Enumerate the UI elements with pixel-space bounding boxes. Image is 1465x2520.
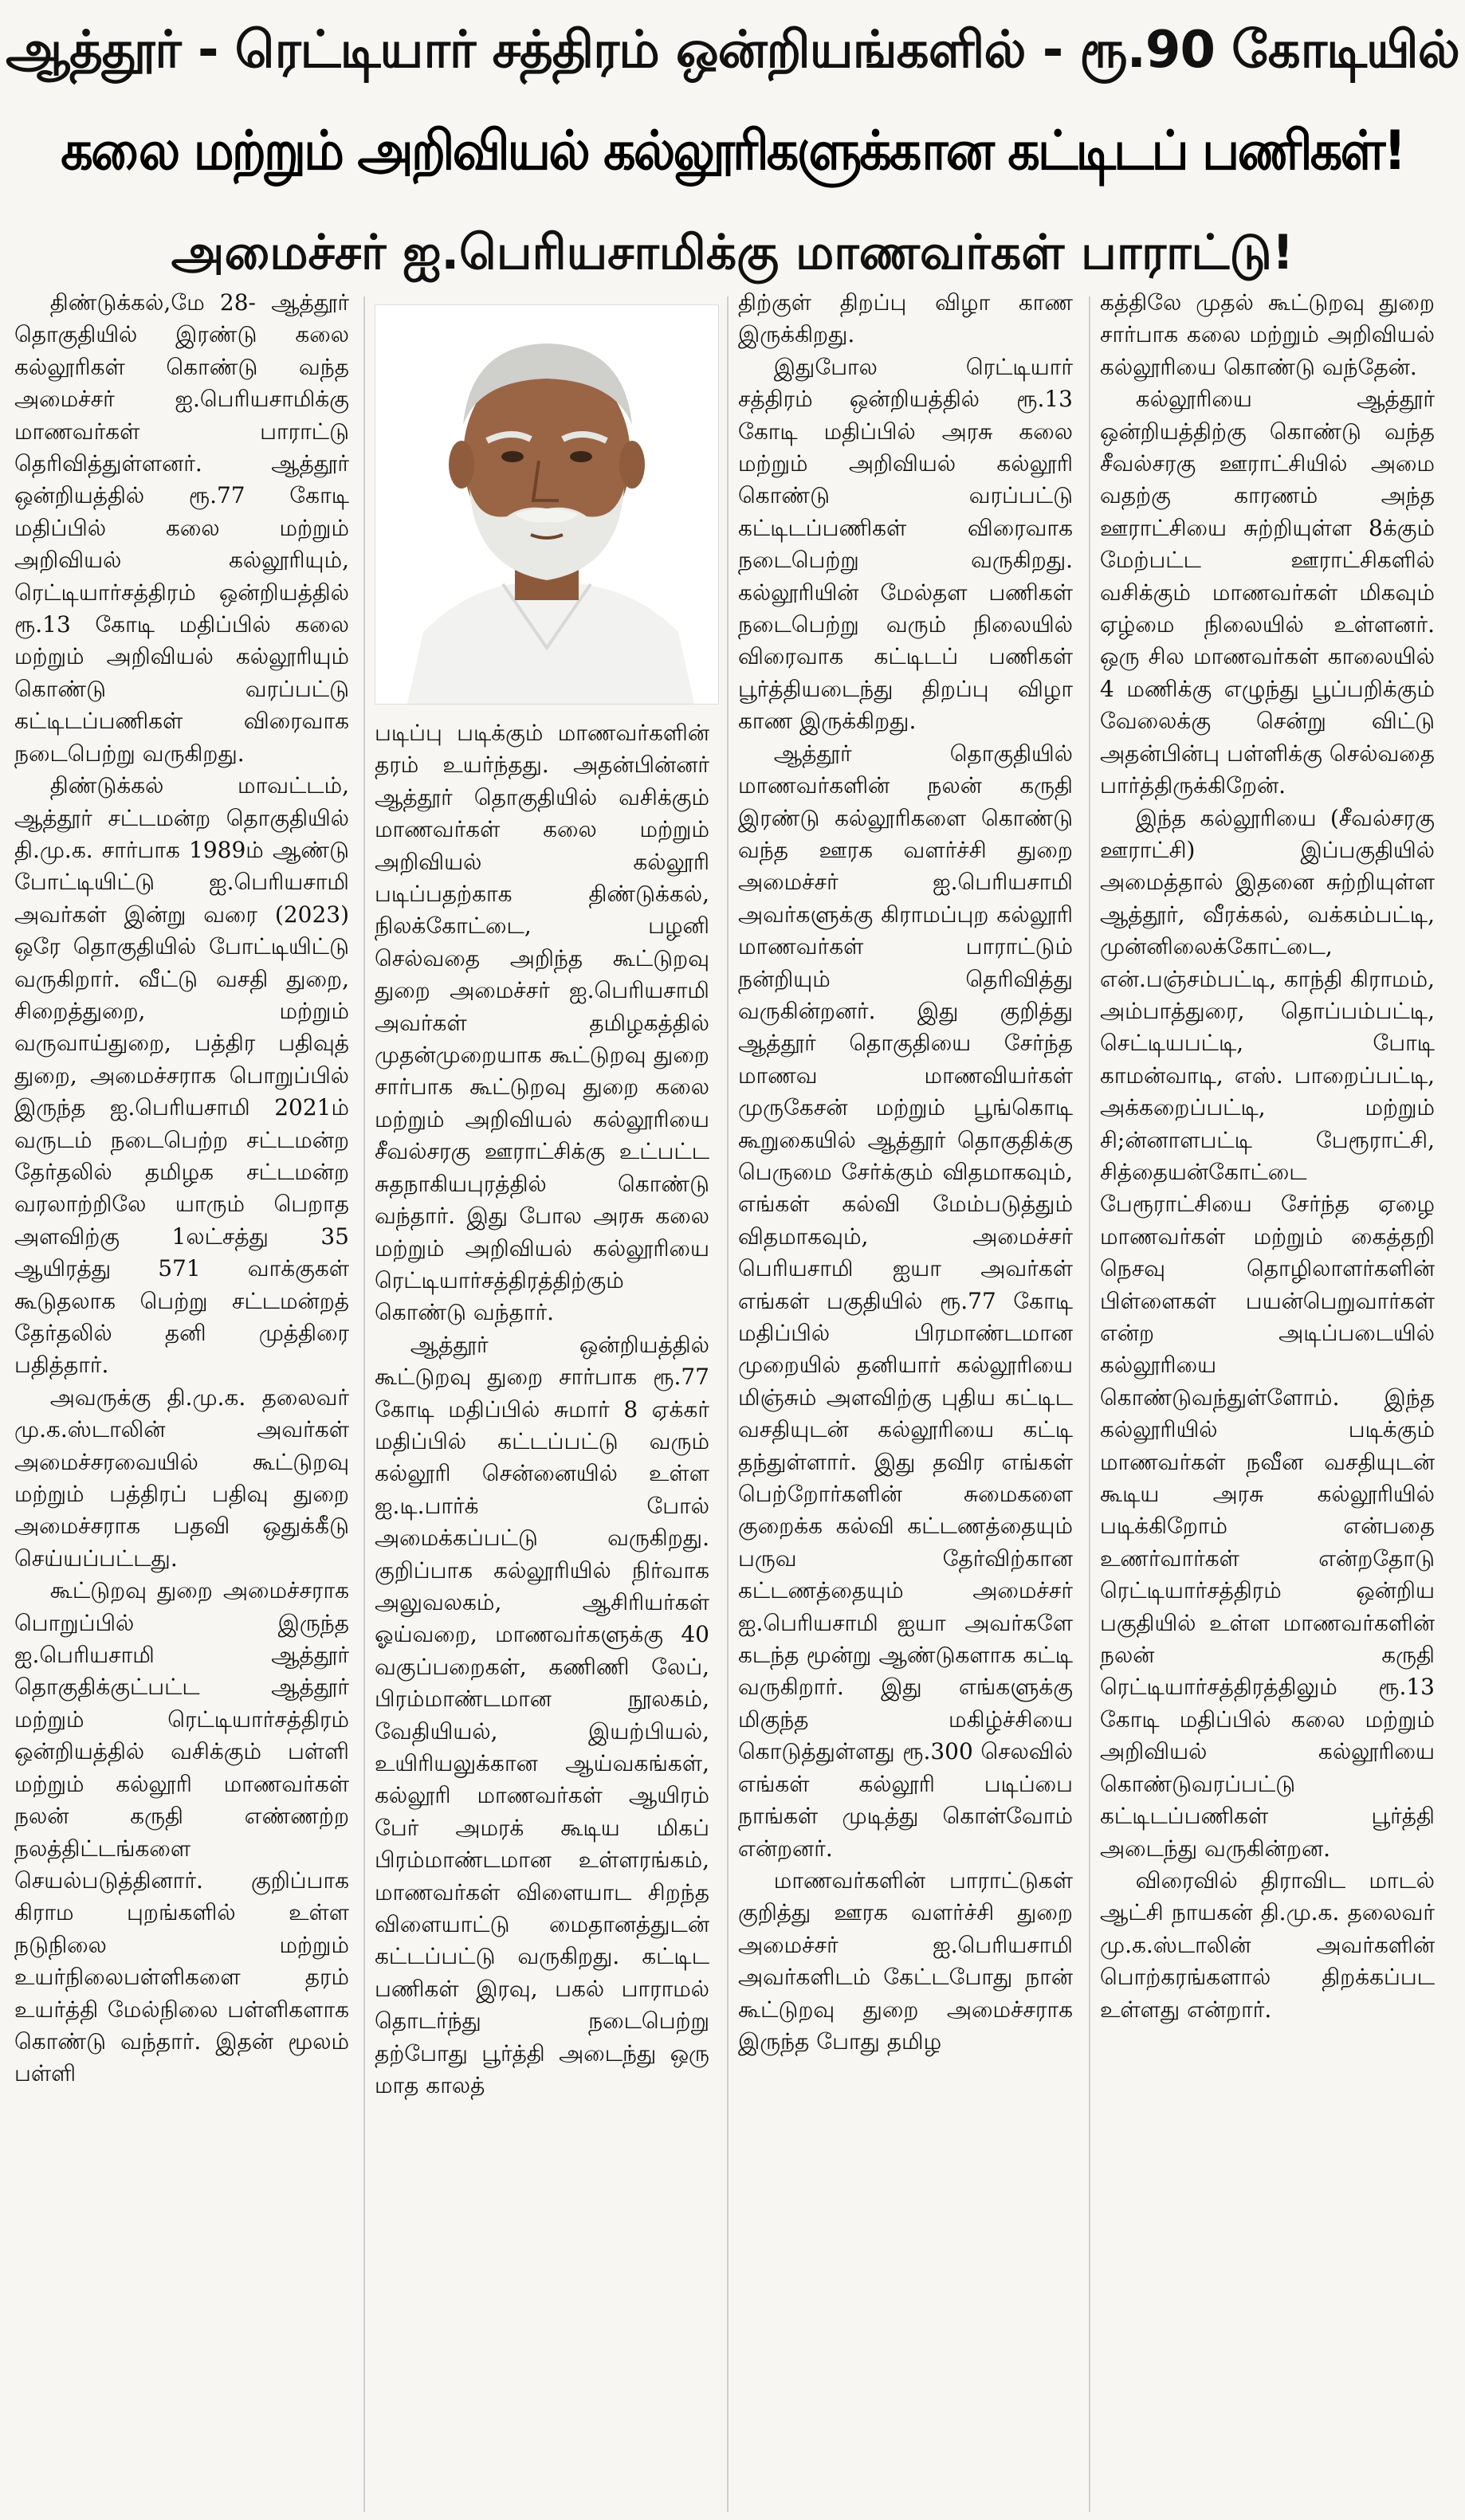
headline-subtitle: அமைச்சர் ஐ.பெரியசாமிக்கு மாணவர்கள் பாராட்டு! — [171, 225, 1294, 281]
article-column-2 — [375, 717, 709, 2510]
article-column-1 — [14, 287, 349, 2510]
column-divider — [1089, 296, 1090, 2512]
article-paragraph: திண்டுக்கல்,மே 28- ஆத்தூர் தொகுதியில் இரண்டு கலை கல்லூரிகள் கொண்டு வந்த அமைச்சர் ஐ.பெரியசாமிக்கு மாணவர்கள் பாராட்டு தெரிவித்துள்ளனர். ஆத்தூர் ஒன்றியத்தில் ரூ.77 கோடி மதிப்பில் கலை மற்றும் அறிவியல் கல்லூரியும், ரெட்டியார்சத்திரம் ஒன்றியத்தில் ரூ.13 கோடி மதிப்பில் கலை மற்றும் அறிவியல் கல்லூரியும் கொண்டு வரப்பட்டு கட்டிடப்பணிகள் விரைவாக நடைபெற்று வருகிறது. — [14, 289, 349, 767]
headline-main: கலை மற்றும் அறிவியல் கல்லூரிகளுக்கான கட்டிடப் பணிகள்! — [61, 120, 1404, 183]
article-paragraph: ஆத்தூர் தொகுதியில் மாணவர்களின் நலன் கருதி இரண்டு கல்லூரிகளை கொண்டு வந்த ஊரக வளர்ச்சி துறை அமைச்சர் ஐ.பெரியசாமி அவர்களுக்கு கிராமப்புற கல்லூரி மாணவர்கள் பாராட்டும் நன்றியும் தெரிவித்து வருகின்றனர். இது குறித்து ஆத்தூர் தொகுதியை சேர்ந்த மாணவ மாணவியர்கள் முருகேசன் மற்றும் பூங்கொடி கூறுகையில் ஆத்தூர் தொகுதிக்கு பெருமை சேர்க்கும் விதமாகவும், எங்கள் கல்வி மேம்படுத்தும் விதமாகவும், அமைச்சர் பெரியசாமி ஐயா அவர்கள் எங்கள் பகுதியில் ரூ.77 கோடி மதிப்பில் பிரமாண்டமான முறையில் தனியார் கல்லூரியை மிஞ்சும் அளவிற்கு புதிய கட்டிட வசதியுடன் கல்லூரியை கட்டி தந்துள்ளார். இது தவிர எங்கள் பெற்றோர்களின் சுமைகளை குறைக்க கல்வி கட்டணத்தையும் பருவ தேர்விற்கான கட்டணத்தையும் அமைச்சர் ஐ.பெரியசாமி ஐயா அவர்களே கடந்த மூன்று ஆண்டுகளாக கட்டி வருகிறார். இது எங்களுக்கு மிகுந்த மகிழ்ச்சியை கொடுத்துள்ளது ரூ.300 செலவில் எங்கள் கல்லூரி படிப்பை நாங்கள் முடித்து கொள்வோம் என்றனர். — [738, 740, 1073, 1862]
column-divider — [727, 296, 729, 2512]
article-paragraph: படிப்பு படிக்கும் மாணவர்களின் தரம் உயர்ந்தது. அதன்பின்னர் ஆத்தூர் தொகுதியில் வசிக்கும் மாணவர்கள் கலை மற்றும் அறிவியல் கல்லூரி படிப்பதற்காக திண்டுக்கல், நிலக்கோட்டை, பழனி செல்வதை அறிந்த கூட்டுறவு துறை அமைச்சர் ஐ.பெரியசாமி அவர்கள் தமிழகத்தில் முதன்முறையாக கூட்டுறவு துறை சார்பாக கூட்டுறவு துறை கலை மற்றும் அறிவியல் கல்லூரியை சீவல்சரகு ஊராட்சிக்கு உட்பட்ட சுதநாகியபுரத்தில் கொண்டு வந்தார். இது போல அரசு கலை மற்றும் அறிவியல் கல்லூரியை ரெட்டியார்சத்திரத்திற்கும் கொண்டு வந்தார். — [375, 720, 709, 1326]
article-paragraph: இந்த கல்லூரியை (சீவல்சரகு ஊராட்சி) இப்பகுதியில் அமைத்தால் இதனை சுற்றியுள்ள ஆத்தூர், வீரக்கல், வக்கம்பட்டி, முன்னிலைக்கோட்டை, என்.பஞ்சம்பட்டி, காந்தி கிராமம், அம்பாத்துரை, தொப்பம்பட்டி, செட்டியபட்டி, போடி காமன்வாடி, எஸ். பாறைப்பட்டி, அக்கறைப்பட்டி, மற்றும் சி;ன்னாளபட்டி பேரூராட்சி, சித்தையன்கோட்டை பேரூராட்சியை சேர்ந்த ஏழை மாணவர்கள் மற்றும் கைத்தறி நெசவு தொழிலாளர்களின் பிள்ளைகள் பயன்பெறுவார்கள் என்ற அடிப்படையில் கல்லூரியை கொண்டுவந்துள்ளோம். இந்த கல்லூரியில் படிக்கும் மாணவர்கள் நவீன வசதியுடன் கூடிய அரசு கல்லூரியில் படிக்கிறோம் என்பதை உணர்வார்கள் என்றதோடு ரெட்டியார்சத்திரம் ஒன்றிய பகுதியில் உள்ள மாணவர்களின் நலன் கருதி ரெட்டியார்சத்திரத்திலும் ரூ.13 கோடி மதிப்பில் கலை மற்றும் அறிவியல் கல்லூரியை கொண்டுவரப்பட்டு கட்டிடப்பணிகள் பூர்த்தி அடைந்து வருகின்றன. — [1100, 804, 1435, 1862]
article-paragraph: மாணவர்களின் பாராட்டுகள் குறித்து ஊரக வளர்ச்சி துறை அமைச்சர் ஐ.பெரியசாமி அவர்களிடம் கேட்டபோது நான் கூட்டுறவு துறை அமைச்சராக இருந்த போது தமிழ — [738, 1866, 1073, 2055]
article-column-4 — [1100, 287, 1435, 2510]
article-paragraph: விரைவில் திராவிட மாடல் ஆட்சி நாயகன் தி.மு.க. தலைவர் மு.க.ஸ்டாலின் அவர்களின் பொற்கரங்களால் திறக்கப்பட உள்ளது என்றார். — [1100, 1866, 1435, 2023]
article-paragraph: கூட்டுறவு துறை அமைச்சராக பொறுப்பில் இருந்த ஐ.பெரியசாமி ஆத்தூர் தொகுதிக்குட்பட்ட ஆத்தூர் மற்றும் ரெட்டியார்சத்திரம் ஒன்றியத்தில் வசிக்கும் பள்ளி மற்றும் கல்லூரி மாணவர்கள் நலன் கருதி எண்ணற்ற நலத்திட்டங்களை செயல்படுத்தினார். குறிப்பாக கிராம புறங்களில் உள்ள நடுநிலை மற்றும் உயர்நிலைபள்ளிகளை தரம் உயர்த்தி மேல்நிலை பள்ளிகளாக கொண்டு வந்தார். இதன் மூலம் பள்ளி — [14, 1577, 349, 2087]
article-paragraph: கத்திலே முதல் கூட்டுறவு துறை சார்பாக கலை மற்றும் அறிவியல் கல்லூரியை கொண்டு வந்தேன். — [1100, 289, 1435, 380]
column-divider — [363, 296, 365, 2512]
article-paragraph: ஆத்தூர் ஒன்றியத்தில் கூட்டுறவு துறை சார்பாக ரூ.77 கோடி மதிப்பில் சுமார் 8 ஏக்கர் மதிப்பில் கட்டப்பட்டு வரும் கல்லூரி சென்னையில் உள்ள ஐ.டி.பார்க் போல் அமைக்கப்பட்டு வருகிறது. குறிப்பாக கல்லூரியில் நிர்வாக அலுவலகம், ஆசிரியர்கள் ஓய்வறை, மாணவர்களுக்கு 40 வகுப்பறைகள், கணிணி லேப், பிரம்மாண்டமான நூலகம், வேதியியல், இயற்பியல், உயிரியலுக்கான ஆய்வகங்கள், கல்லூரி மாணவர்கள் ஆயிரம் பேர் அமரக் கூடிய மிகப் பிரம்மாண்டமான உள்ளரங்கம், மாணவர்கள் விளையாட சிறந்த விளையாட்டு மைதானத்துடன் கட்டப்பட்டு வருகிறது. கட்டிட பணிகள் இரவு, பகல் பாராமல் தொடர்ந்து நடைபெற்று தற்போது பூர்த்தி அடைந்து ஒரு மாத காலத் — [375, 1331, 709, 2099]
article-paragraph: அவருக்கு தி.மு.க. தலைவர் மு.க.ஸ்டாலின் அவர்கள் அமைச்சரவையில் கூட்டுறவு மற்றும் பத்திரப் பதிவு துறை அமைச்சராக பதவி ஒதுக்கீடு செய்யப்பட்டது. — [14, 1384, 349, 1572]
article-paragraph: கல்லூரியை ஆத்தூர் ஒன்றியத்திற்கு கொண்டு வந்த சீவல்சரகு ஊராட்சியில் அமை வதற்கு காரணம் அந்த ஊராட்சியை சுற்றியுள்ள 8க்கும் மேற்பட்ட ஊராட்சிகளில் வசிக்கும் மாணவர்கள் மிகவும் ஏழ்மை நிலையில் உள்ளனர். ஒரு சில மாணவர்கள் காலையில் 4 மணிக்கு எழுந்து பூப்பறிக்கும் வேலைக்கு சென்று விட்டு அதன்பின்பு பள்ளிக்கு செல்வதை பார்த்திருக்கிறேன். — [1100, 386, 1435, 799]
article-column-3 — [738, 287, 1073, 2510]
article-paragraph: திண்டுக்கல் மாவட்டம், ஆத்தூர் சட்டமன்ற தொகுதியில் தி.மு.க. சார்பாக 1989ம் ஆண்டு போட்டியிட்டு ஐ.பெரியசாமி அவர்கள் இன்று வரை (2023) ஒரே தொகுதியில் போட்டியிட்டு வருகிறார். வீட்டு வசதி துறை, சிறைத்துறை, மற்றும் வருவாய்துறை, பத்திர பதிவுத் துறை, அமைச்சராக பொறுப்பில் இருந்த ஐ.பெரியசாமி 2021ம் வருடம் நடைபெற்ற சட்டமன்ற தேர்தலில் தமிழக சட்டமன்ற வரலாற்றிலே யாரும் பெறாத அளவிற்கு 1லட்சத்து 35 ஆயிரத்து 571 வாக்குகள் கூடுதலாக பெற்று சட்டமன்றத் தேர்தலில் தனி முத்திரை பதித்தார். — [14, 772, 349, 1379]
article-paragraph: இதுபோல ரெட்டியார் சத்திரம் ஒன்றியத்தில் ரூ.13 கோடி மதிப்பில் அரசு கலை மற்றும் அறிவியல் கல்லூரி கொண்டு வரப்பட்டு கட்டிடப்பணிகள் விரைவாக நடைபெற்று வருகிறது. கல்லூரியின் மேல்தள பணிகள் நடைபெற்று வரும் நிலையில் விரைவாக கட்டிடப் பணிகள் பூர்த்தியடைந்து திறப்பு விழா காண இருக்கிறது. — [738, 353, 1073, 735]
article-paragraph: திற்குள் திறப்பு விழா காண இருக்கிறது. — [738, 289, 1073, 348]
minister-portrait-photo — [375, 304, 719, 705]
headline-kicker: ஆத்தூர் - ரெட்டியார் சத்திரம் ஒன்றியங்களில் - ரூ.90 கோடியில் — [6, 21, 1459, 80]
